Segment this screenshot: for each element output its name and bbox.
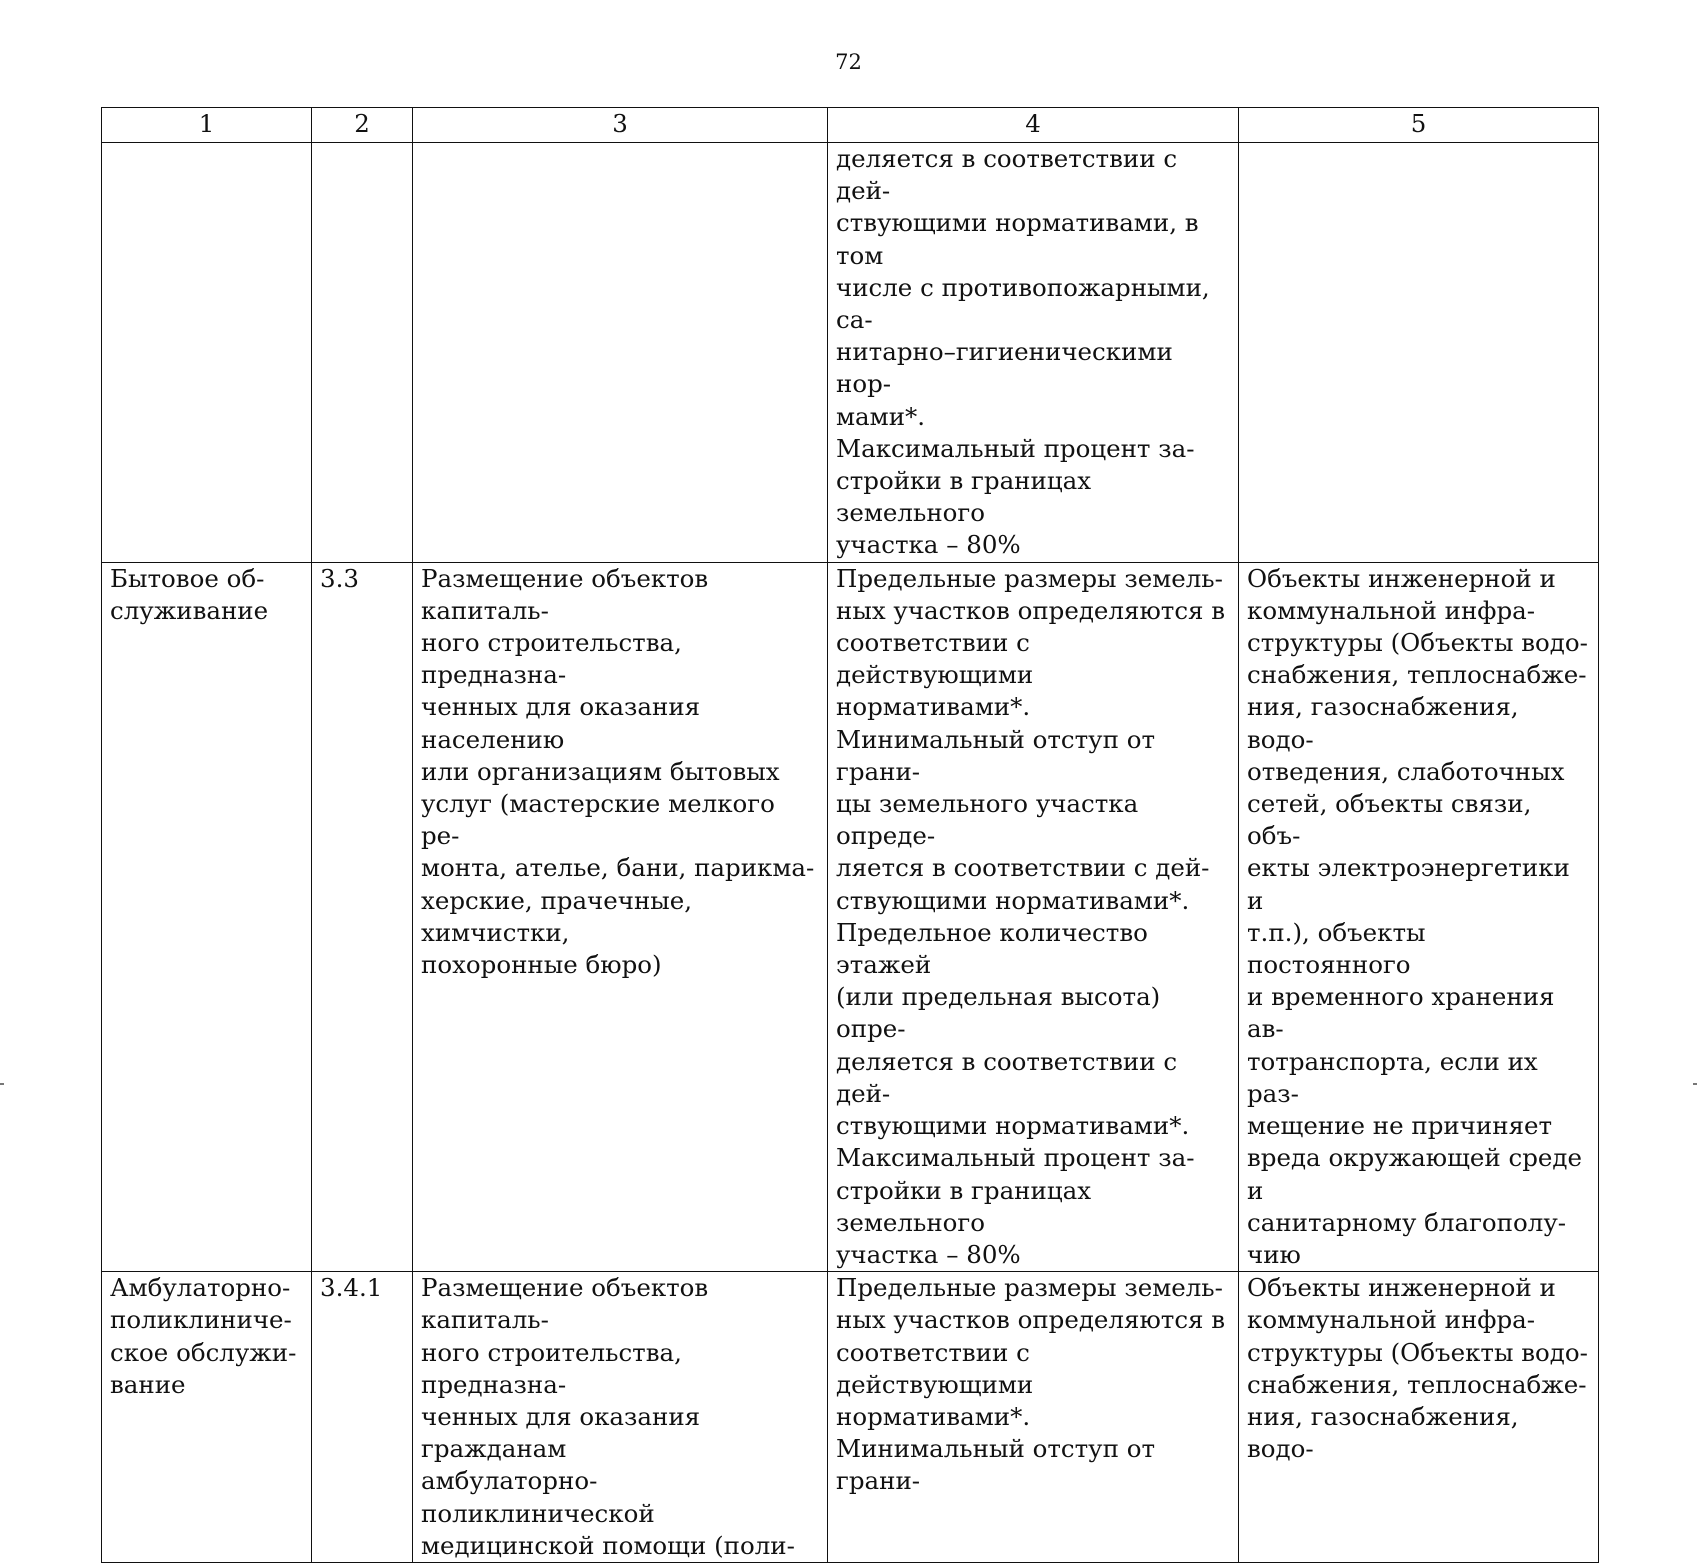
header-row	[102, 108, 1599, 143]
land-use-table	[101, 107, 1599, 1563]
scan-edge-mark-right	[1693, 1083, 1697, 1085]
column-header-2: 2	[312, 108, 413, 143]
cell-use-name: Амбулаторно- поликлиниче- ское обслужи- вание	[102, 1272, 312, 1563]
column-header-4: 4	[828, 108, 1239, 143]
scan-edge-mark-left	[0, 1083, 4, 1085]
cell-parameters: деляется в соответствии с дей- ствующими нормативами, в том числе с противопожарными, са- нитарно–гигиеническими нор- мами*. Максимальный процент за- стройки в границах земельного участка – 80%	[828, 143, 1239, 563]
cell-auxiliary-uses: Объекты инженерной и коммунальной инфра- структуры (Объекты водо- снабжения, теплоснабже- ния, газоснабжения, водо-	[1239, 1272, 1599, 1563]
cell-use-code: 3.4.1	[312, 1272, 413, 1563]
cell-auxiliary-uses	[1239, 143, 1599, 563]
table-row-continuation	[102, 143, 1599, 563]
column-header-1: 1	[102, 108, 312, 143]
cell-use-description: Размещение объектов капиталь- ного строительства, предназна- ченных для оказания населению или организациям бытовых услуг (мастерские мелкого ре- монта, ателье, бани, парикма- херские, прачечные, химчистки, похоронные бюро)	[413, 562, 828, 1271]
page-number: 72	[835, 50, 862, 74]
cell-use-description: Размещение объектов капиталь- ного строительства, предназна- ченных для оказания гражданам амбулаторно-поликлинической медицинской помощи (поли-	[413, 1272, 828, 1563]
cell-parameters: Предельные размеры земель- ных участков определяются в соответствии с действующими нормативами*. Минимальный отступ от грани-	[828, 1272, 1239, 1563]
cell-use-name	[102, 143, 312, 563]
cell-parameters: Предельные размеры земель- ных участков определяются в соответствии с действующими нормативами*. Минимальный отступ от грани- цы земельного участка опреде- ляется в соответствии с дей- ствующими нормативами*. Предельное количество этажей (или предельная высота) опре- деляется в соответствии с дей- ствующими нормативами*. Максимальный процент за- стройки в границах земельного участка – 80%	[828, 562, 1239, 1271]
column-header-3: 3	[413, 108, 828, 143]
table-row-3-4-1	[102, 1272, 1599, 1563]
cell-use-code: 3.3	[312, 562, 413, 1271]
cell-use-code	[312, 143, 413, 563]
cell-use-description	[413, 143, 828, 563]
column-header-5: 5	[1239, 108, 1599, 143]
cell-use-name: Бытовое об- служивание	[102, 562, 312, 1271]
table-row-3-3	[102, 562, 1599, 1271]
cell-auxiliary-uses: Объекты инженерной и коммунальной инфра- структуры (Объекты водо- снабжения, теплоснабже- ния, газоснабжения, водо- отведения, слаботочных сетей, объекты связи, объ- екты электроэнергетики и т.п.), объекты постоянного и временного хранения ав- тотранспорта, если их раз- мещение не причиняет вреда окружающей среде и санитарному благополу- чию	[1239, 562, 1599, 1271]
